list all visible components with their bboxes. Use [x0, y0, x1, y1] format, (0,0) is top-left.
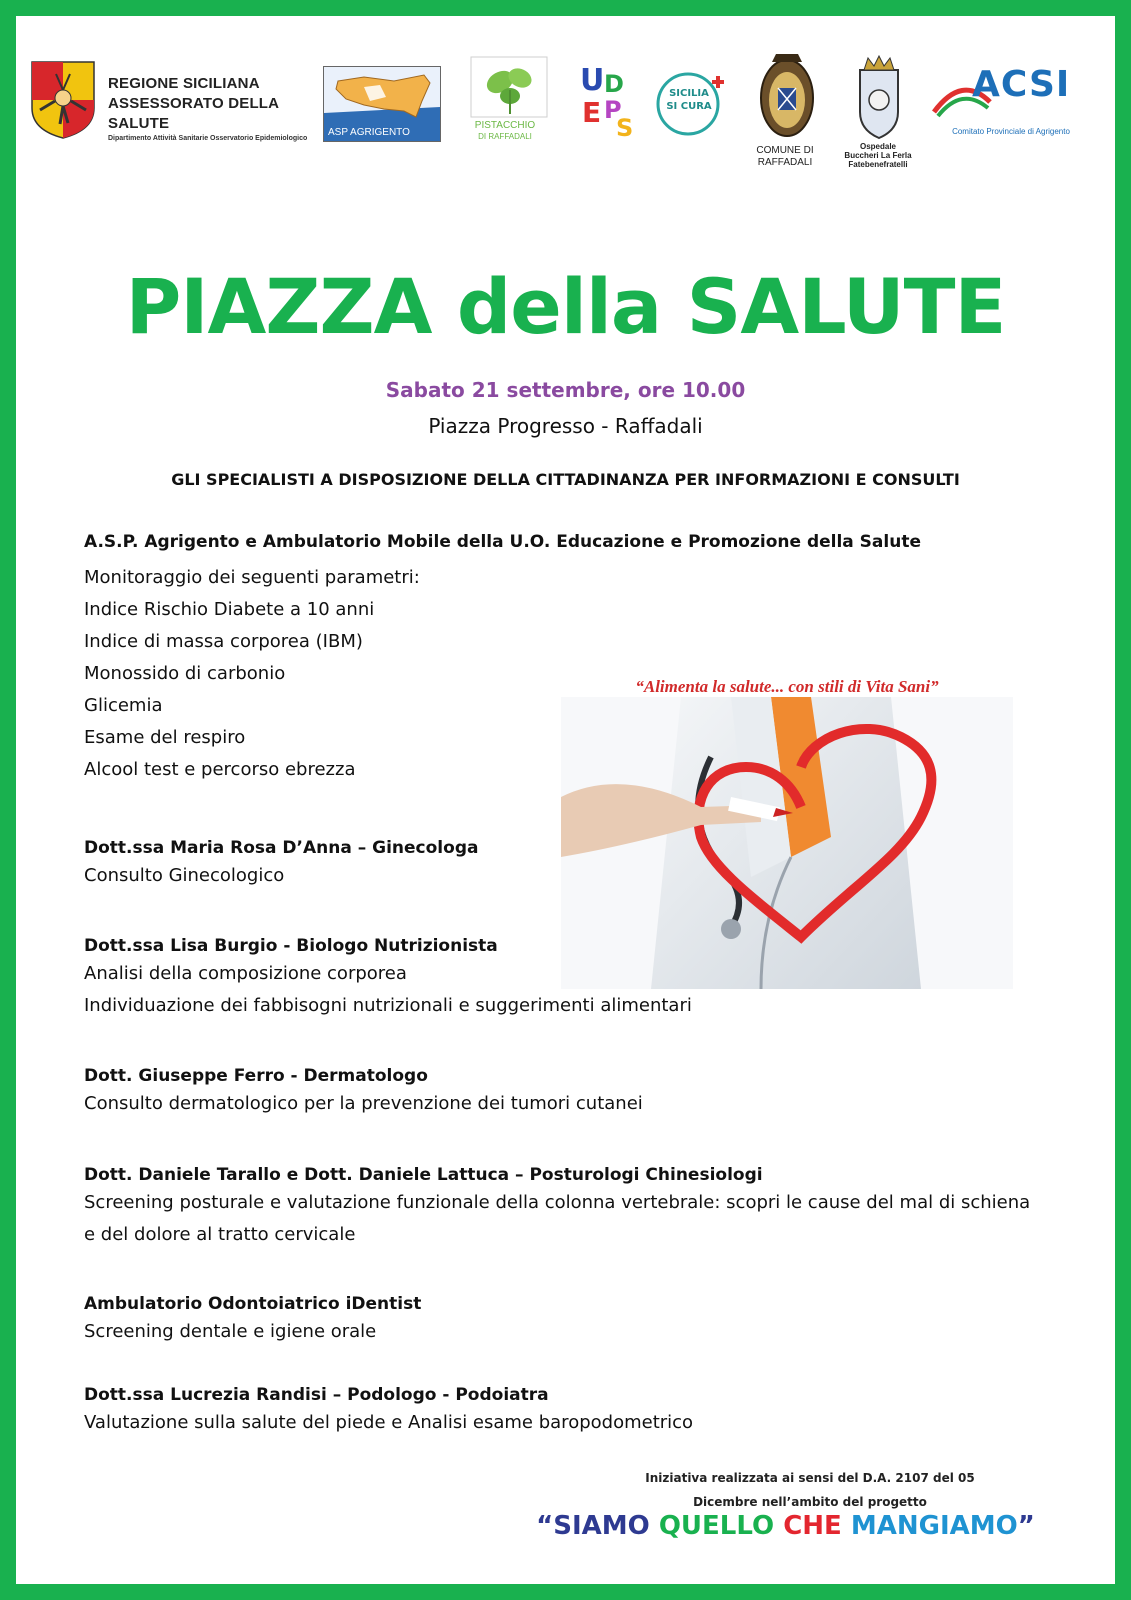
- footnote-line1: Iniziativa realizzata ai sensi del D.A. 2107 del 05: [645, 1471, 975, 1485]
- section-title: Dott.ssa Lucrezia Randisi – Podologo - Podoiatra: [84, 1385, 549, 1405]
- section-title: Dott.ssa Maria Rosa D’Anna – Ginecologa: [84, 838, 479, 858]
- svg-text:S: S: [616, 114, 634, 140]
- section-line: Indice Rischio Diabete a 10 anni: [84, 599, 375, 620]
- svg-text:D: D: [604, 70, 624, 98]
- regione-line2: ASSESSORATO DELLA SALUTE: [108, 95, 279, 132]
- section-line: Esame del respiro: [84, 727, 246, 748]
- section-title: Dott. Giuseppe Ferro - Dermatologo: [84, 1066, 428, 1086]
- section-line: Screening posturale e valutazione funzionale della colonna vertebrale: scopri le cause del mal di schiena e del dolore al tratto cervicale: [84, 1192, 1031, 1245]
- udeps-logo: [578, 60, 640, 140]
- asp-label: ASP AGRIGENTO: [328, 127, 410, 138]
- pistacchio-line2: DI RAFFADALI: [478, 132, 532, 141]
- sicilia-si-cura-line1: SICILIA: [669, 88, 709, 99]
- section-line: Monitoraggio dei seguenti parametri:: [84, 567, 420, 588]
- pistacchio-text: [460, 120, 550, 142]
- acsi-wordmark: ACSI: [972, 64, 1071, 105]
- svg-text:U: U: [580, 63, 605, 98]
- section-line: Screening dentale e igiene orale: [84, 1321, 377, 1342]
- acsi-subtitle: Comitato Provinciale di Agrigento: [952, 127, 1070, 136]
- section-line: Monossido di carbonio: [84, 663, 286, 684]
- section-title: A.S.P. Agrigento e Ambulatorio Mobile della U.O. Educazione e Promozione della Salute: [84, 532, 921, 552]
- section-title: Ambulatorio Odontoiatrico iDentist: [84, 1294, 422, 1314]
- slogan-close-quote: ”: [1017, 1511, 1035, 1541]
- event-headline: GLI SPECIALISTI A DISPOSIZIONE DELLA CITTADINANZA PER INFORMAZIONI E CONSULTI: [171, 470, 960, 489]
- svg-text:E: E: [582, 96, 602, 129]
- slogan-open-quote: “: [536, 1511, 554, 1541]
- slogan-word-1: SIAMO: [553, 1511, 650, 1541]
- ospedale-text: [833, 142, 923, 169]
- section-title: Dott. Daniele Tarallo e Dott. Daniele Lattuca – Posturologi Chinesiologi: [84, 1165, 763, 1185]
- sicilia-si-cura-line2: SI CURA: [666, 101, 712, 112]
- section-line: Indice di massa corporea (IBM): [84, 631, 363, 652]
- section-line: Alcool test e percorso ebrezza: [84, 759, 356, 780]
- comune-text: [746, 145, 824, 169]
- comune-raffadali-crest: [756, 50, 818, 144]
- comune-line2: RAFFADALI: [757, 157, 813, 168]
- section-line: Analisi della composizione corporea: [84, 963, 407, 984]
- regione-siciliana-text: [108, 74, 338, 142]
- section-posturologi: [84, 1163, 1054, 1251]
- photo-caption: “Alimenta la salute... con stili di Vita Sani”: [635, 677, 939, 696]
- section-line: Glicemia: [84, 695, 163, 716]
- doctor-heart-illustration: [561, 697, 1013, 989]
- svg-text:P: P: [604, 96, 622, 124]
- ospedale-line2: Buccheri La Ferla: [844, 151, 912, 160]
- footnote: [600, 1466, 1020, 1514]
- asp-agrigento-logo: [323, 66, 441, 142]
- ospedale-line3: Fatebenefratelli: [848, 160, 908, 169]
- poster-title: PIAZZA della SALUTE: [125, 262, 1006, 351]
- slogan-word-4: MANGIAMO: [850, 1511, 1018, 1541]
- event-date: Sabato 21 settembre, ore 10.00: [385, 378, 746, 402]
- event-place: Piazza Progresso - Raffadali: [428, 414, 703, 438]
- regione-line3: Dipartimento Attività Sanitarie Osservatorio Epidemiologico: [108, 135, 308, 142]
- section-line: Individuazione dei fabbisogni nutrizionali e suggerimenti alimentari: [84, 995, 692, 1016]
- pistachio-leaf-logo: [470, 56, 548, 118]
- comune-line1: COMUNE DI: [756, 145, 814, 156]
- regione-line1: REGIONE SICILIANA: [108, 75, 260, 92]
- logo-row: [30, 50, 1070, 190]
- section-line: Valutazione sulla salute del piede e Analisi esame baropodometrico: [84, 1412, 694, 1433]
- section-podologo: [84, 1383, 1054, 1439]
- footnote-line2: Dicembre nell’ambito del progetto: [693, 1495, 927, 1509]
- section-title: Dott.ssa Lisa Burgio - Biologo Nutrizionista: [84, 936, 498, 956]
- project-slogan: [0, 1511, 1131, 1541]
- trinacria-shield-logo: [30, 60, 96, 140]
- pistacchio-line1: PISTACCHIO: [474, 120, 536, 131]
- section-line: Consulto dermatologico per la prevenzione dei tumori cutanei: [84, 1093, 643, 1114]
- ospedale-line1: Ospedale: [859, 142, 896, 151]
- section-odontoiatrico: [84, 1292, 1054, 1348]
- slogan-word-3: CHE: [783, 1511, 842, 1541]
- section-line: Consulto Ginecologico: [84, 865, 285, 886]
- section-dermatologo: [84, 1064, 1054, 1120]
- ospedale-crest: [852, 54, 906, 140]
- slogan-word-2: QUELLO: [658, 1511, 775, 1541]
- sicilia-si-cura-text: [661, 87, 717, 113]
